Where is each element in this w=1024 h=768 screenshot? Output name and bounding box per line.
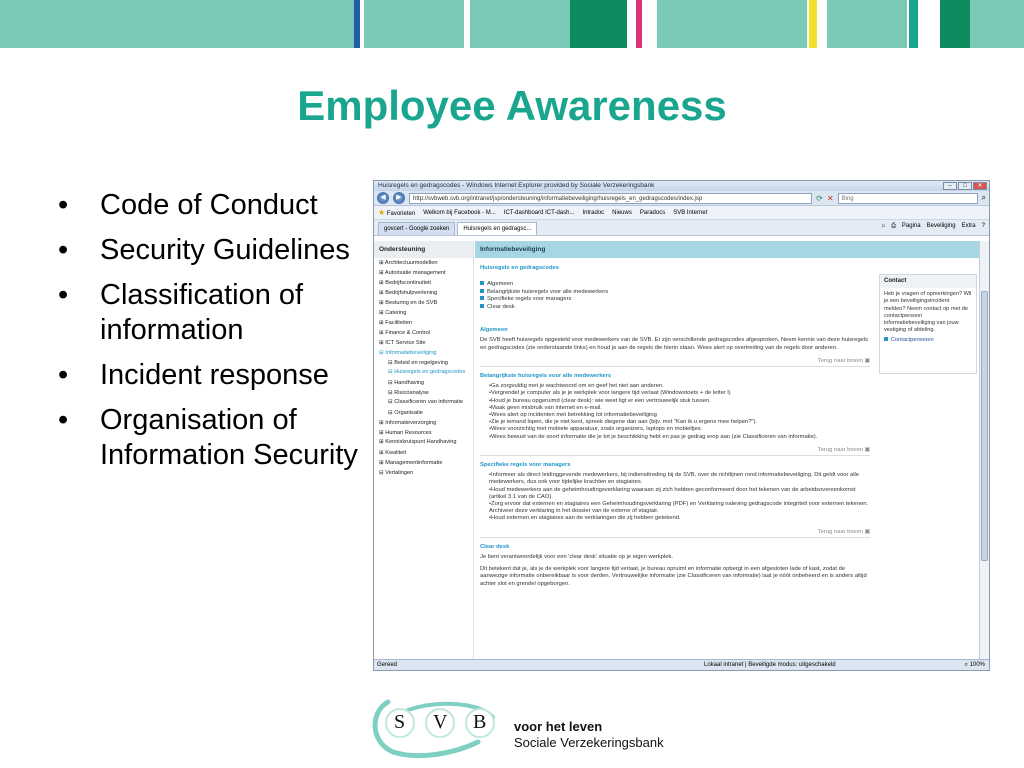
favorite-link[interactable]: SVB Internet xyxy=(673,209,708,216)
search-input[interactable]: Bing xyxy=(838,193,978,204)
print-icon[interactable]: ⎙ xyxy=(891,223,896,229)
rules-list xyxy=(489,383,870,441)
sidebar-item[interactable]: ⊞ Bedrijfscontinuïteit xyxy=(379,280,431,286)
list-item: • Informeer als direct leidinggevende medewerkers, bij indiensttreding bij de SVB, over de richtlijnen rond informatiebeveiliging. Dit geldt voor alle medewerkers, dus ook voor tijdelijke krachten en stagiaires. xyxy=(489,472,870,486)
sidebar-item[interactable]: ⊟ Beleid en regelgeving xyxy=(388,360,449,366)
sidebar-item[interactable]: ⊞ Bedrijfshulpverlening xyxy=(379,290,438,296)
toc-link[interactable]: Algemeen xyxy=(480,281,870,289)
sidebar-item[interactable]: ⊞ Catering xyxy=(379,310,407,316)
sidebar-item[interactable]: ⊞ Architectuurmodellen xyxy=(379,260,438,266)
section-title-managers: Specifieke regels voor managers xyxy=(480,462,571,469)
sidebar-item[interactable]: ⊟ Huisregels en gedragscodes xyxy=(388,369,466,375)
sidebar-item[interactable]: ⊞ Finance & Control xyxy=(379,330,431,336)
tools-menu[interactable]: Extra xyxy=(961,223,976,229)
sidebar-item[interactable]: ⊟ Vertalingen xyxy=(379,470,414,476)
logo-letter: S xyxy=(394,711,406,733)
browser-window xyxy=(373,180,990,671)
help-icon[interactable]: ? xyxy=(981,223,985,229)
search-icon[interactable]: ⌕ xyxy=(981,193,986,202)
sidebar-item[interactable]: ⊞ Kwaliteit xyxy=(379,450,407,456)
section-heading: Informatiebeveiliging xyxy=(475,241,979,258)
section-title-huisregels: Belangrijkste huisregels voor alle medewerkers xyxy=(480,373,612,380)
bullet-item: • Code of Conduct xyxy=(58,189,318,221)
page-content xyxy=(374,241,979,660)
home-icon[interactable]: ⌂ xyxy=(881,223,886,229)
back-icon[interactable]: ◀ xyxy=(377,192,389,204)
tab-huisregels[interactable]: Huisregels en gedragsc... xyxy=(457,222,537,235)
contact-title: Contact xyxy=(880,275,976,288)
list-item: • Houd je bureau opgeruimd (clear desk): wie weet ligt er een vertrouwelijk stuk tussen. xyxy=(489,398,870,405)
section-text: Je bent verantwoordelijk voor een 'clear desk' situatie op je eigen werkplek. xyxy=(480,554,673,561)
sidebar-item[interactable]: ⊟ Informatiebeveiliging xyxy=(379,350,437,356)
favorite-link[interactable]: Welkom bij Facebook - M... xyxy=(423,209,496,216)
sidebar-item[interactable]: ⊟ Risicoanalyse xyxy=(388,390,429,396)
sidebar-item[interactable]: ⊞ Informatieverzorging xyxy=(379,420,437,426)
back-to-top-link[interactable]: Terug naar boven ▣ xyxy=(480,529,870,538)
sidebar-item[interactable]: ⊟ Classificeren van informatie xyxy=(388,399,463,405)
favorites-button[interactable]: ★ Favorieten xyxy=(378,208,416,217)
favorite-link[interactable]: Paradocs xyxy=(639,209,666,216)
contact-box xyxy=(879,274,977,374)
list-item: • Maak geen misbruik van internet en e-mail. xyxy=(489,405,870,412)
favorite-link[interactable]: Intradoc xyxy=(582,209,605,216)
svb-logo xyxy=(368,692,668,762)
scrollbar-thumb[interactable] xyxy=(981,291,988,561)
sidebar-item[interactable]: ⊞ Kenniskruispunt Handhaving xyxy=(379,439,457,445)
logo-letter: B xyxy=(473,711,487,733)
stop-icon[interactable]: ✕ xyxy=(826,193,834,203)
tab-strip xyxy=(374,220,989,236)
decorative-top-bar xyxy=(0,0,1024,48)
sidebar-item[interactable]: ⊞ Autorisatie management xyxy=(379,270,446,276)
logo-tagline: voor het leven xyxy=(514,719,603,734)
sidebar-item[interactable]: ⊞ Human Resources xyxy=(379,430,432,436)
favorite-link[interactable]: Nieuws xyxy=(612,209,632,216)
sidebar-item[interactable]: ⊟ Handhaving xyxy=(388,380,425,386)
logo-subtitle: Sociale Verzekeringsbank xyxy=(514,735,664,750)
list-item: • Wees alert op incidenten met betrekking tot informatiebeveiliging xyxy=(489,412,870,419)
zoom-level[interactable]: ⌕ 100% xyxy=(964,662,985,668)
list-item: • Zie je iemand lopen, die je niet kent, spreek diegene dan aan (bijv. met "Kan ik u ergens mee helpen?"). xyxy=(489,419,870,426)
slide-title: Employee Awareness xyxy=(297,82,727,129)
list-item: • Wees voorzichtig met mobiele apparatuur, zoals organizers, laptops en mobieltjes. xyxy=(489,426,870,433)
back-to-top-link[interactable]: Terug naar boven ▣ xyxy=(480,358,870,367)
minimize-button[interactable]: – xyxy=(943,182,957,190)
favorites-bar xyxy=(374,206,989,220)
page-menu[interactable]: Pagina xyxy=(901,223,921,229)
refresh-icon[interactable]: ⟳ xyxy=(816,193,823,203)
contact-link[interactable]: Contactpersonen xyxy=(880,337,976,344)
bullet-item: • Security Guidelines xyxy=(58,234,350,266)
bullet-item: • Organisation of Information Security xyxy=(58,404,358,471)
security-zone: Lokaal intranet | Beveiligde modus: uitgeschakeld xyxy=(704,662,836,668)
section-text: Dit betekent dat je, als je de werkplek voor langere tijd verlaat, je bureau opruimt en informatie opbergt in een afgesloten lade of kast, zodat de aanwezige informatie onbereikbaar is voor derden. Vertrouwelijke informatie (zie Classificeren van informatie) laat je nóót onbeheerd en is anders altijd achter slot en grendel opgeborgen. xyxy=(480,566,867,587)
manager-rules-list xyxy=(489,472,870,522)
bullet-item: • Incident response xyxy=(58,359,329,391)
table-of-contents xyxy=(480,281,870,311)
section-title-algemeen: Algemeen xyxy=(480,327,508,334)
main-article xyxy=(480,261,870,588)
sidebar-nav xyxy=(374,241,474,660)
forward-icon[interactable]: ▶ xyxy=(393,192,405,204)
address-bar xyxy=(374,191,989,206)
sidebar-item[interactable]: ⊟ Organisatie xyxy=(388,410,423,416)
list-item: • Houd externen en stagiaires aan de verklaringen die zij hebben getekend. xyxy=(489,515,870,522)
star-icon: ★ xyxy=(378,208,386,217)
url-input[interactable]: http://svbweb.svb.org/intranet/jsp/ondersteuning/informatiebeveiliging/huisregels_en_gedragscodes/index.jsp xyxy=(409,193,812,204)
status-bar xyxy=(374,659,989,670)
status-text: Gereed xyxy=(377,662,398,668)
favorite-link[interactable]: ICT-dashboard ICT-dash... xyxy=(503,209,575,216)
toc-link[interactable]: Belangrijkste huisregels voor alle medewerkers xyxy=(480,289,870,297)
section-title-clear-desk: Clear desk xyxy=(480,543,510,550)
bullet-item: • Classification of information xyxy=(58,279,304,346)
toc-link[interactable]: Clear desk xyxy=(480,304,870,312)
logo-letter: V xyxy=(433,711,448,733)
page-title: Huisregels en gedragscodes xyxy=(480,265,559,271)
window-title: Huisregels en gedragscodes - Windows Internet Explorer provided by Sociale Verzekeringsbank xyxy=(378,182,655,189)
sidebar-item[interactable]: ⊞ Besturing en de SVB xyxy=(379,300,438,306)
bullet-list xyxy=(58,188,373,483)
sidebar-item[interactable]: ⊞ Faciliteiten xyxy=(379,320,412,326)
command-bar xyxy=(881,223,985,230)
list-item: • Houd medewerkers aan de geheimhoudingsverklaring waaraan zij zich hebben geconformeerd door het tekenen van de arbeidsovereenkomst (artikel 3.1 van de CAO). xyxy=(489,487,870,501)
list-item: • Vergrendel je computer als je je werkplek voor langere tijd verlaat (Windowstoets + de letter l) xyxy=(489,390,870,397)
back-to-top-link[interactable]: Terug naar boven ▣ xyxy=(480,447,870,456)
section-text: De SVB heeft huisregels opgesteld voor medewerkers van de SVB. Er zijn verschillende gedragscodes afgesproken. Neem kennis van deze huisregels en gedragscodes (zie onderstaande links) en houd je aan de regels die hierin staan. Wees alert op overtreding van de regels door anderen. xyxy=(480,337,868,351)
maximize-button[interactable]: □ xyxy=(958,182,972,190)
list-item: • Zorg ervoor dat externen en stagiaires een Geheimhoudingsverklaring (PDF) en Verklaring naleving gedragscode integriteit voor externen tekenen. Archiveer deze verklaring in het dossier van de externe of stagiair. xyxy=(489,501,870,515)
window-title-bar xyxy=(374,181,989,191)
security-menu[interactable]: Beveiliging xyxy=(926,223,956,229)
sidebar-heading: Ondersteuning xyxy=(374,241,473,258)
close-button[interactable]: ✕ xyxy=(973,182,987,190)
toc-link[interactable]: Specifieke regels voor managers xyxy=(480,296,870,304)
tab-google[interactable]: govcert - Google zoeken xyxy=(378,222,455,235)
list-item: • Ga zorgvuldig met je wachtwoord om en geef het niet aan anderen. xyxy=(489,383,870,390)
contact-text: Heb je vragen of opmerkingen? Wil je een beveiligingsincident melden? Neem contact op met de contactpersoon informatiebeveiliging van jouw vestiging of afdeling. xyxy=(884,291,972,334)
sidebar-item[interactable]: ⊞ Managementinformatie xyxy=(379,460,443,466)
list-item: • Wees bewust van de soort informatie die je tot je beschikking hebt en pas je gedrag erop aan (zie Classificeren van informatie). xyxy=(489,434,870,441)
vertical-scrollbar[interactable] xyxy=(979,241,989,660)
sidebar-item[interactable]: ⊞ ICT Service Site xyxy=(379,340,426,346)
